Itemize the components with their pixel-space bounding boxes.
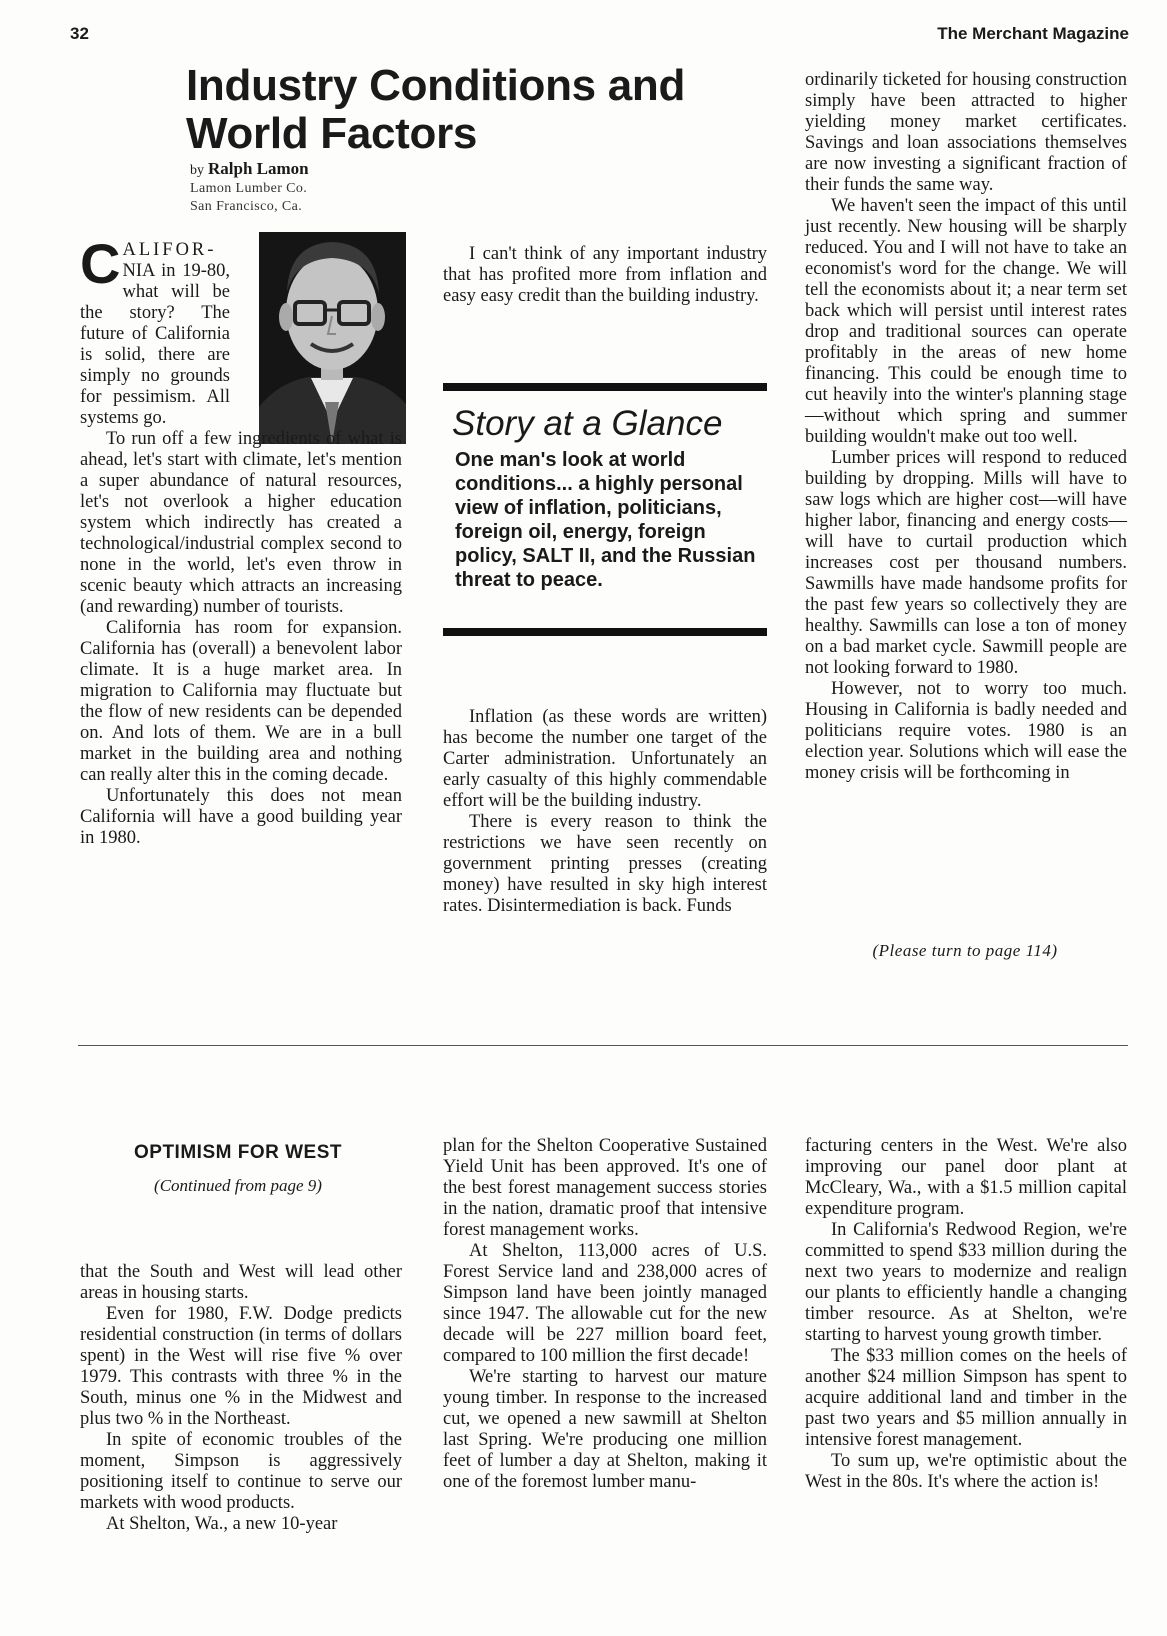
paragraph: plan for the Shelton Cooperative Sustained Yield Unit has been approved. It's one of the best forest management success stories in the nation, dramatic proof that intensive forest management works. — [443, 1136, 767, 1240]
paragraph: There is every reason to think the restrictions we have seen recently on government printing presses (creating money) have resulted in sky high interest rates. Disintermediation is back. Funds — [443, 812, 767, 916]
paragraph: Even for 1980, F.W. Dodge predicts residential construction (in terms of dollars spent) in the West will rise five % over 1979. This contrasts with three % in the South, minus one % in the Midwest and plus two % in the Northeast. — [80, 1304, 402, 1429]
lead-caps: ALIFOR- — [122, 240, 217, 260]
page-number: 32 — [70, 24, 89, 43]
paragraph: At Shelton, 113,000 acres of U.S. Forest Service land and 238,000 acres of Simpson land have been jointly managed since 1947. The allowable cut for the new decade will be 227 million board feet, compared to 100 million the first decade! — [443, 1241, 767, 1366]
paragraph: ordinarily ticketed for housing construction simply have been attracted to higher yielding money market certificates. Savings and loan associations themselves are now investing a significant fraction of their funds the same way. — [805, 70, 1127, 195]
turn-page-note: (Please turn to page 114) — [872, 941, 1058, 960]
paragraph: However, not to worry too much. Housing in California is badly needed and politicians require votes. 1980 is an election year. Solutions which will ease the money crisis will be forthcoming in — [805, 679, 1127, 783]
paragraph: We're starting to harvest our mature young timber. In response to the increased cut, we opened a new sawmill at Shelton last Spring. We're producing one million feet of lumber a day at Shelton, making it one of the foremost lumber manu- — [443, 1367, 767, 1492]
paragraph: Unfortunately this does not mean California will have a good building year in 1980. — [80, 786, 402, 848]
byline — [190, 160, 309, 215]
paragraph: In California's Redwood Region, we're committed to spend $33 million during the next two years to modernize and realign our plants to efficiently handle a changing timber resource. As at Shelton, we're starting to harvest young growth timber. — [805, 1220, 1127, 1345]
optimism-column-1 — [80, 1262, 402, 1535]
glance-bottom-rule — [443, 628, 767, 636]
article-title: Industry Conditions and World Factors — [186, 61, 686, 158]
paragraph: that the South and West will lead other areas in housing starts. — [80, 1262, 402, 1303]
paragraph: I can't think of any important industry that has profited more from inflation and easy easy credit than the building industry. — [443, 244, 767, 306]
paragraph: Inflation (as these words are written) has become the number one target of the Carter administration. Unfortunately an early casualty of this highly commendable effort will be the building industry. — [443, 707, 767, 811]
glance-summary: One man's look at world conditions... a highly personal view of inflation, politicians, foreign oil, energy, foreign policy, SALT II, and the Russian threat to peace. — [455, 449, 756, 591]
paragraph: California has room for expansion. California has (overall) a benevolent labor climate. It is a huge market area. In migration to California may fluctuate but the flow of new residents can be depended on. And lots of them. We are in a bull market in the building area and nothing can really alter this in the coming decade. — [80, 618, 402, 785]
paragraph: To run off a few ingredients of what is ahead, let's start with climate, let's mention a super abundance of natural resources, let's not overlook a higher education system which indirectly has created a technological/industrial complex second to none in the world, let's even throw in scenic beauty which attracts an increasing (and rewarding) number of tourists. — [80, 429, 402, 617]
paragraph: facturing centers in the West. We're also improving our panel door plant at McCleary, Wa., with a $1.5 million capital expenditure program. — [805, 1136, 1127, 1219]
optimism-column-3 — [805, 1136, 1127, 1493]
lead-paragraph — [80, 232, 230, 429]
glance-title: Story at a Glance — [452, 404, 723, 443]
author-name: Ralph Lamon — [208, 159, 309, 178]
lead-text: NIA in 19-80, what will be the story? The future of California is solid, there are simply no grounds for pessimism. All systems go. — [80, 261, 230, 428]
section-divider — [78, 1045, 1128, 1046]
paragraph: To sum up, we're optimistic about the West in the 80s. It's where the action is! — [805, 1451, 1127, 1492]
paragraph: The $33 million comes on the heels of another $24 million Simpson has spent to acquire additional land and timber in the past two years and $5 million annually in intensive forest management. — [805, 1346, 1127, 1450]
byline-by: by — [190, 163, 204, 178]
continued-note: (Continued from page 9) — [154, 1176, 322, 1195]
article-column-3 — [805, 70, 1127, 784]
magazine-name: The Merchant Magazine — [937, 24, 1129, 43]
paragraph: In spite of economic troubles of the moment, Simpson is aggressively positioning itself to continue to serve our markets with wood products. — [80, 1430, 402, 1513]
glance-top-rule — [443, 383, 767, 391]
paragraph: We haven't seen the impact of this until just recently. New housing will be sharply reduced. You and I will not have to take an economist's word for the change. We will tell the economists about it; a near term set back which will persist until interest rates drop and traditional sources can operate profitably in the areas of new home financing. This could be enough time to cut heavily into the winter's planning stage—without which spring and summer building wouldn't make out too well. — [805, 196, 1127, 447]
optimism-title: OPTIMISM FOR WEST — [134, 1142, 342, 1163]
author-location: San Francisco, Ca. — [190, 199, 303, 214]
drop-cap: C — [80, 232, 121, 295]
article-column-1 — [80, 232, 402, 849]
paragraph: At Shelton, Wa., a new 10-year — [106, 1514, 338, 1534]
optimism-column-2 — [443, 1136, 767, 1493]
author-company: Lamon Lumber Co. — [190, 181, 308, 196]
article-column-2-top — [443, 244, 767, 307]
paragraph: Lumber prices will respond to reduced building by dropping. Mills will have to saw logs which are higher cost—will have higher labor, financing and energy costs—will have to curtail production which increases cost per thousand numbers. Sawmills have made handsome profits for the past few years so collectively they are healthy. Sawmills can lose a ton of money on a bad market cycle. Sawmill people are not looking forward to 1980. — [805, 448, 1127, 678]
article-column-2-bottom — [443, 707, 767, 917]
